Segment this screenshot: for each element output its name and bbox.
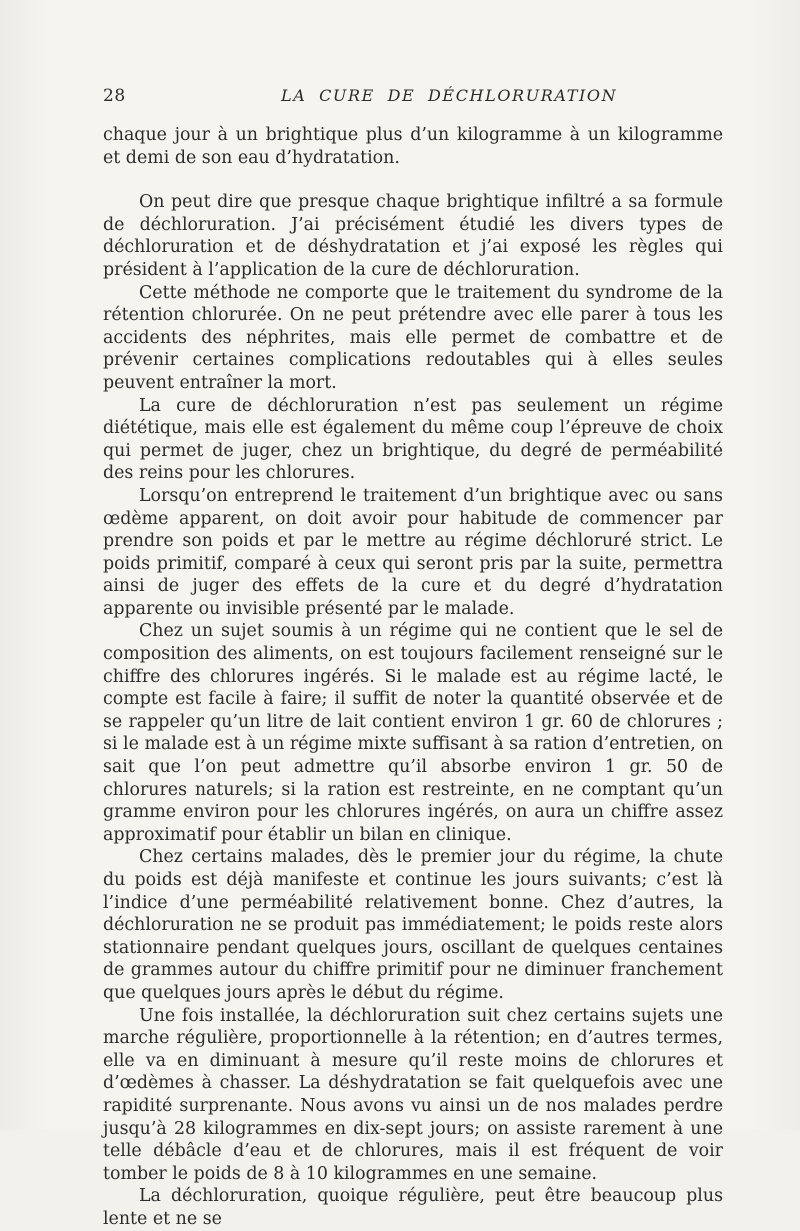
paragraph: La cure de déchloruration n’est pas seulement un régime diététique, mais elle est également du même coup l’épreuve de choix qui permet de juger, chez un brightique, du degré de perméabilité des reins pour les chlorures. [103, 395, 723, 484]
paragraph-last: La déchloruration, quoique régulière, peut être beaucoup plus lente et ne se [103, 1186, 723, 1229]
paragraph: Cette méthode ne comporte que le traitement du syndrome de la rétention chlorurée. On ne peut prétendre avec elle parer à tous les accidents des néphrites, mais elle permet de combattre et de prévenir certaines complications redoutables qui à elles seules peuvent entraîner la mort. [103, 282, 723, 393]
running-header [103, 86, 723, 110]
running-title: LA CURE DE DÉCHLORURATION [281, 86, 618, 105]
paragraph: On peut dire que presque chaque brightique infiltré a sa formule de déchloruration. J’ai précisément étudié les divers types de déchloruration et de déshydratation et j’ai exposé les règles qui président à l’application de la cure de déchloruration. [103, 192, 723, 280]
paragraph: Lorsqu’on entreprend le traitement d’un brightique avec ou sans œdème apparent, on doit avoir pour habitude de commencer par prendre son poids et par le mettre au régime déchloruré strict. Le poids primitif, comparé à ceux qui seront pris par la suite, permettra ainsi de juger des effets de la cure et du degré d’hydratation apparente ou invisible présenté par le malade. [103, 485, 723, 619]
page-number: 28 [103, 86, 126, 106]
body-text [103, 124, 723, 1231]
paragraph: Chez un sujet soumis à un régime qui ne contient que le sel de composition des aliments, on est toujours facilement renseigné sur le chiffre des chlorures ingérés. Si le malade est au régime lacté, le compte est facile à faire; il suffit de noter la quantité observée et de se rappeler qu’un litre de lait contient environ 1 gr. 60 de chlorures ; si le malade est à un régime mixte suffisant à sa ration d’entretien, on sait que l’on peut admettre qu’il absorbe environ 1 gr. 50 de chlorures naturels; si la ration est restreinte, en ne comptant qu’un gramme environ pour les chlorures ingérés, on aura un chiffre assez approximatif pour établir un bilan en clinique. [103, 621, 723, 845]
paragraph: Une fois installée, la déchloruration suit chez certains sujets une marche régulière, proportionnelle à la rétention; en d’autres termes, elle va en diminuant à mesure qu’il reste moins de chlorures et d’œdèmes à chasser. La déshydratation se fait quelquefois avec une rapidité surprenante. Nous avons vu ainsi un de nos malades perdre jusqu’à 28 kilogrammes en dix-sept jours; on assiste rarement à une telle débâcle d’eau et de chlorures, mais il est fréquent de voir tomber le poids de 8 à 10 kilogrammes en une semaine. [103, 1005, 723, 1184]
paragraph: Chez certains malades, dès le premier jour du régime, la chute du poids est déjà manifeste et continue les jours suivants; c’est là l’indice d’une perméabilité relativement bonne. Chez d’autres, la déchloruration ne se produit pas immédiatement; le poids reste alors stationnaire pendant quelques jours, oscillant de quelques centaines de grammes autour du chiffre primitif pour ne diminuer franchement que quelques jours après le début du régime. [103, 847, 723, 1003]
paragraph-continuation: chaque jour à un brightique plus d’un kilogramme à un kilogramme et demi de son eau d’hydratation. [103, 125, 723, 168]
